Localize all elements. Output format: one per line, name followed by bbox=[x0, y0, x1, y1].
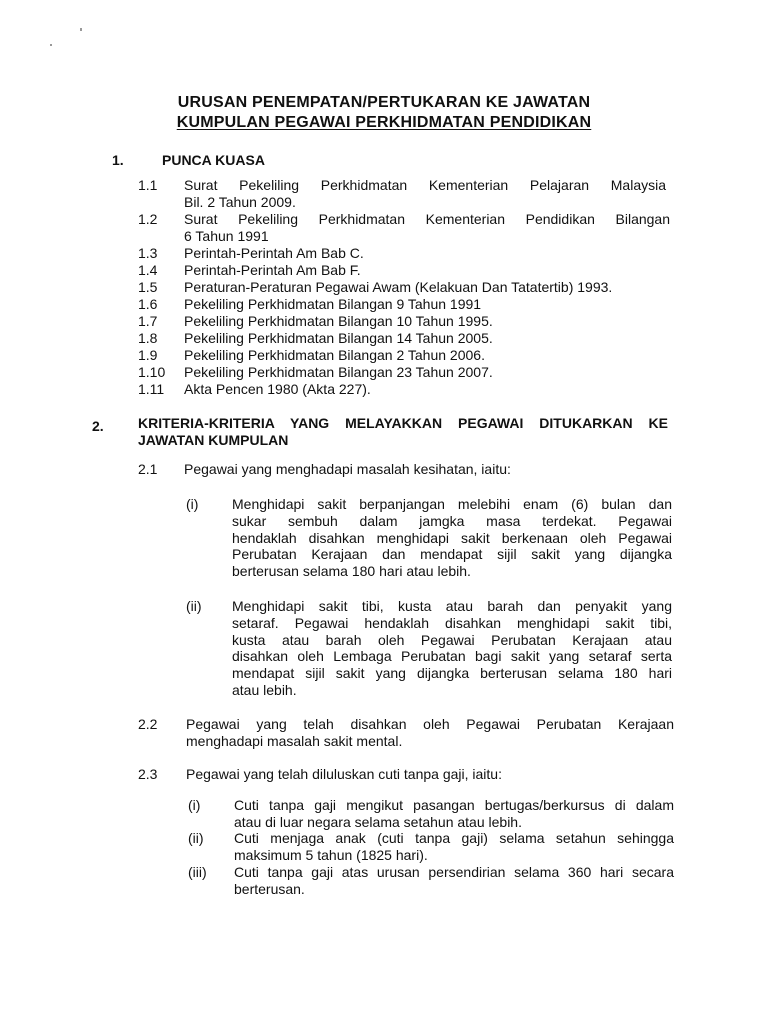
item-2-1-i-text bbox=[232, 496, 672, 580]
item-2-3-i-number: (i) bbox=[188, 797, 201, 813]
document-title-line-1: URUSAN PENEMPATAN/PERTUKARAN KE JAWATAN bbox=[177, 94, 591, 111]
item-1-1-number: 1.1 bbox=[138, 177, 158, 193]
scan-speck bbox=[50, 44, 52, 46]
item-1-1-line: Surat Pekeliling Perkhidmatan Kementerian Pelajaran Malaysia bbox=[184, 177, 666, 193]
scan-speck bbox=[80, 28, 82, 31]
item-2-3-number: 2.3 bbox=[138, 766, 158, 782]
item-1-4-text: Perintah-Perintah Am Bab F. bbox=[184, 262, 361, 278]
item-1-7-number: 1.7 bbox=[138, 313, 158, 329]
item-2-3-text: Pegawai yang telah diluluskan cuti tanpa gaji, iaitu: bbox=[186, 766, 502, 782]
item-2-2-number: 2.2 bbox=[138, 716, 158, 732]
item-1-9-number: 1.9 bbox=[138, 347, 158, 363]
item-1-3-text: Perintah-Perintah Am Bab C. bbox=[184, 245, 364, 261]
item-1-2-text bbox=[184, 211, 670, 245]
text-line: mendapat sijil sakit yang dijangka berterusan selama 180 hari bbox=[232, 665, 672, 682]
item-1-4-number: 1.4 bbox=[138, 262, 158, 278]
text-line: Cuti tanpa gaji mengikut pasangan bertugas/berkursus di dalam bbox=[234, 797, 674, 813]
item-1-6-number: 1.6 bbox=[138, 296, 158, 312]
text-line: berterusan. bbox=[234, 880, 305, 897]
item-1-1-text bbox=[184, 177, 666, 211]
text-line: Pegawai yang telah disahkan oleh Pegawai Perubatan Kerajaan bbox=[186, 716, 674, 732]
item-2-3-iii-number: (iii) bbox=[188, 864, 207, 880]
item-2-3-ii-number: (ii) bbox=[188, 830, 204, 846]
item-2-1-ii-number: (ii) bbox=[186, 598, 202, 614]
text-line: disahkan oleh Lembaga Perubatan bagi sakit yang setaraf serta bbox=[232, 648, 672, 665]
text-line: hendaklah disahkan menghidapi sakit berkenaan oleh Pegawai bbox=[232, 529, 672, 546]
item-1-2-line: 6 Tahun 1991 bbox=[184, 227, 269, 244]
text-line: Menghidapi sakit tibi, kusta atau barah dan penyakit yang bbox=[232, 598, 672, 614]
item-2-1-ii-text bbox=[232, 598, 672, 699]
text-line: kusta atau barah oleh Pegawai Perubatan Kerajaan atau bbox=[232, 631, 672, 648]
item-1-1-line: Bil. 2 Tahun 2009. bbox=[184, 193, 296, 210]
text-line: setaraf. Pegawai hendaklah disahkan menghidapi sakit tibi, bbox=[232, 614, 672, 631]
item-1-10-text: Pekeliling Perkhidmatan Bilangan 23 Tahun 2007. bbox=[184, 364, 493, 380]
text-line: Menghidapi sakit berpanjangan melebihi enam (6) bulan dan bbox=[232, 496, 672, 512]
section-2-title-line: JAWATAN KUMPULAN bbox=[138, 432, 289, 448]
item-2-3-i-text bbox=[234, 797, 674, 831]
item-1-2-number: 1.2 bbox=[138, 211, 158, 227]
section-1-title: PUNCA KUASA bbox=[162, 152, 265, 168]
item-1-6-text: Pekeliling Perkhidmatan Bilangan 9 Tahun 1991 bbox=[184, 296, 482, 312]
item-1-5-number: 1.5 bbox=[138, 279, 158, 295]
text-line: sukar sembuh dalam jamgka masa terdekat. Pegawai bbox=[232, 512, 672, 529]
item-2-1-text: Pegawai yang menghadapi masalah kesihatan, iaitu: bbox=[184, 461, 511, 477]
item-1-8-text: Pekeliling Perkhidmatan Bilangan 14 Tahun 2005. bbox=[184, 330, 493, 346]
text-line: berterusan selama 180 hari atau lebih. bbox=[232, 563, 471, 580]
item-1-11-text: Akta Pencen 1980 (Akta 227). bbox=[184, 381, 371, 397]
section-2-number: 2. bbox=[92, 418, 104, 434]
text-line: Cuti menjaga anak (cuti tanpa gaji) selama setahun sehingga bbox=[234, 830, 674, 846]
item-2-2-text bbox=[186, 716, 674, 750]
item-2-1-i-number: (i) bbox=[186, 496, 199, 512]
section-1-number: 1. bbox=[112, 152, 124, 168]
item-1-8-number: 1.8 bbox=[138, 330, 158, 346]
section-2-title-line: KRITERIA-KRITERIA YANG MELAYAKKAN PEGAWAI DITUKARKAN KE bbox=[138, 415, 668, 431]
document-title-line-2: KUMPULAN PEGAWAI PERKHIDMATAN PENDIDIKAN bbox=[176, 114, 592, 131]
text-line: Cuti tanpa gaji atas urusan persendirian selama 360 hari secara bbox=[234, 864, 674, 880]
item-1-2-line: Surat Pekeliling Perkhidmatan Kementerian Pendidikan Bilangan bbox=[184, 211, 670, 227]
text-line: maksimum 5 tahun (1825 hari). bbox=[234, 846, 428, 863]
item-1-9-text: Pekeliling Perkhidmatan Bilangan 2 Tahun 2006. bbox=[184, 347, 485, 363]
item-1-7-text: Pekeliling Perkhidmatan Bilangan 10 Tahun 1995. bbox=[184, 313, 493, 329]
item-1-10-number: 1.10 bbox=[138, 364, 166, 380]
item-2-3-ii-text bbox=[234, 830, 674, 864]
text-line: menghadapi masalah sakit mental. bbox=[186, 732, 403, 749]
text-line: Perubatan Kerajaan dan mendapat sijil sakit yang dijangka bbox=[232, 546, 672, 563]
item-1-3-number: 1.3 bbox=[138, 245, 158, 261]
item-1-5-text: Peraturan-Peraturan Pegawai Awam (Kelakuan Dan Tatatertib) 1993. bbox=[184, 279, 613, 295]
item-2-3-iii-text bbox=[234, 864, 674, 898]
item-2-1-number: 2.1 bbox=[138, 461, 158, 477]
section-2-title bbox=[138, 415, 668, 449]
text-line: atau lebih. bbox=[232, 681, 297, 698]
text-line: atau di luar negara selama setahun atau lebih. bbox=[234, 813, 522, 830]
item-1-11-number: 1.11 bbox=[138, 381, 165, 397]
